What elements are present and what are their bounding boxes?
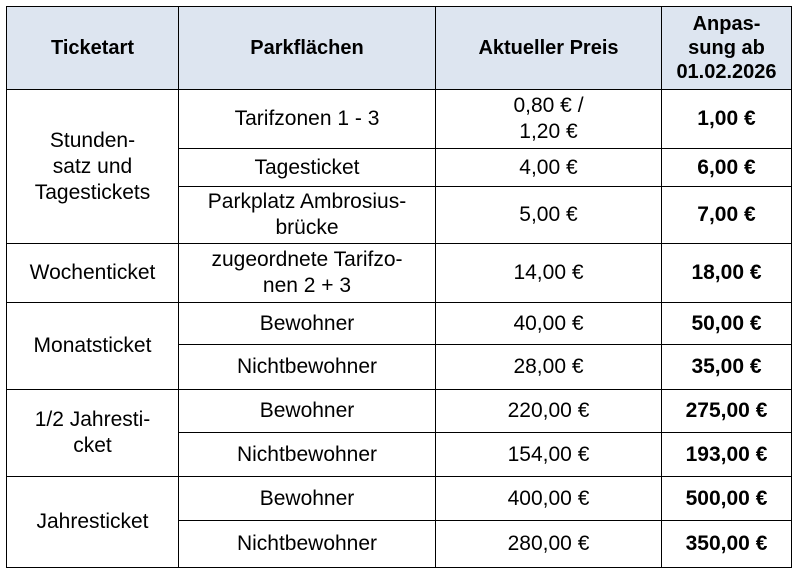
parkflaeche-cell: Nichtbewohner — [179, 521, 436, 568]
new-price-cell: 7,00 € — [662, 187, 792, 244]
parkflaeche-cell: Parkplatz Ambrosius- brücke — [179, 187, 436, 244]
current-price-cell: 14,00 € — [436, 244, 662, 303]
current-price-cell: 4,00 € — [436, 149, 662, 187]
current-price-cell: 154,00 € — [436, 433, 662, 477]
table-row — [7, 244, 792, 303]
new-price-cell: 275,00 € — [662, 390, 792, 433]
new-price-cell: 50,00 € — [662, 303, 792, 345]
new-price-cell: 35,00 € — [662, 345, 792, 390]
ticketart-cell: Stunden- satz und Tagestickets — [7, 90, 179, 244]
parkflaeche-cell: Nichtbewohner — [179, 345, 436, 390]
table-row — [7, 390, 792, 433]
table-row — [7, 477, 792, 521]
parkflaeche-cell: Nichtbewohner — [179, 433, 436, 477]
header-ticketart: Ticketart — [7, 7, 179, 90]
ticketart-cell: Wochenticket — [7, 244, 179, 303]
table-header-row — [7, 7, 792, 90]
parkflaeche-cell: Bewohner — [179, 303, 436, 345]
parking-price-table — [6, 6, 792, 568]
new-price-cell: 18,00 € — [662, 244, 792, 303]
current-price-cell: 28,00 € — [436, 345, 662, 390]
new-price-cell: 193,00 € — [662, 433, 792, 477]
new-price-cell: 500,00 € — [662, 477, 792, 521]
parkflaeche-cell: Bewohner — [179, 390, 436, 433]
table-row — [7, 303, 792, 345]
price-table-container — [6, 6, 792, 568]
parkflaeche-cell: Bewohner — [179, 477, 436, 521]
ticketart-cell: Monatsticket — [7, 303, 179, 390]
parkflaeche-cell: zugeordnete Tarifzo- nen 2 + 3 — [179, 244, 436, 303]
header-anpassung: Anpas- sung ab 01.02.2026 — [662, 7, 792, 90]
current-price-cell: 220,00 € — [436, 390, 662, 433]
new-price-cell: 350,00 € — [662, 521, 792, 568]
current-price-cell: 5,00 € — [436, 187, 662, 244]
current-price-cell: 400,00 € — [436, 477, 662, 521]
header-parkflaechen: Parkflächen — [179, 7, 436, 90]
current-price-cell: 40,00 € — [436, 303, 662, 345]
parkflaeche-cell: Tarifzonen 1 - 3 — [179, 90, 436, 149]
header-aktueller-preis: Aktueller Preis — [436, 7, 662, 90]
parkflaeche-cell: Tagesticket — [179, 149, 436, 187]
ticketart-cell: 1/2 Jahresti- cket — [7, 390, 179, 477]
ticketart-cell: Jahresticket — [7, 477, 179, 568]
current-price-cell: 0,80 € / 1,20 € — [436, 90, 662, 149]
new-price-cell: 6,00 € — [662, 149, 792, 187]
current-price-cell: 280,00 € — [436, 521, 662, 568]
new-price-cell: 1,00 € — [662, 90, 792, 149]
table-row — [7, 90, 792, 149]
